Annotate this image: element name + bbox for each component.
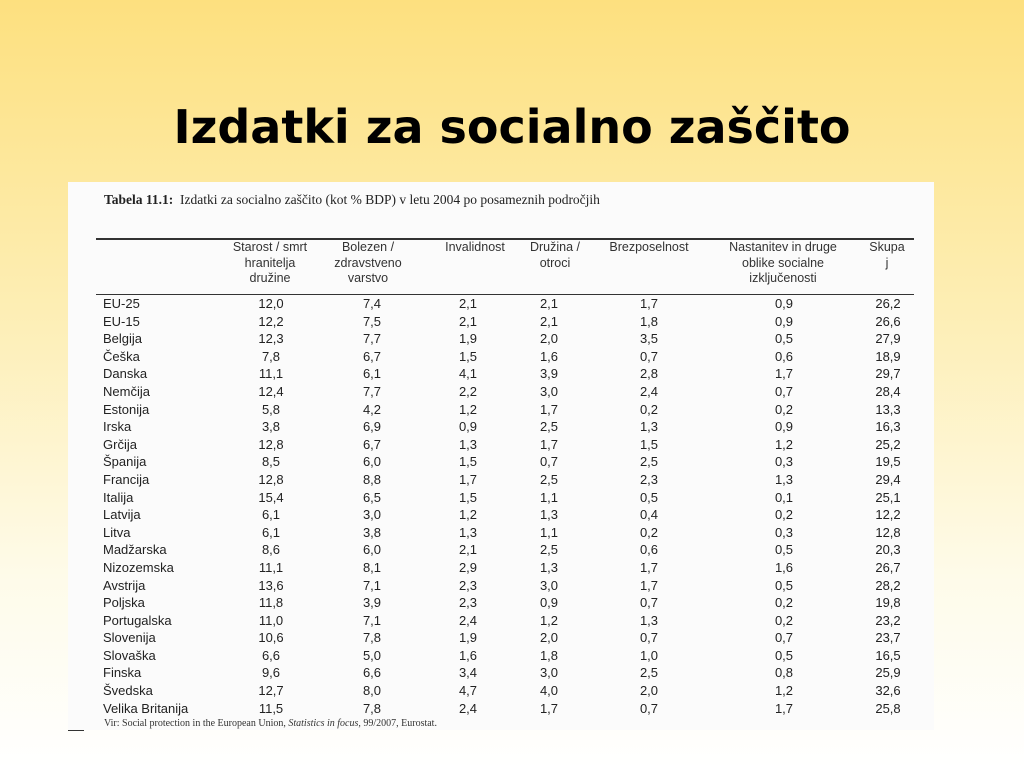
row-value: 29,7 [875,366,901,382]
row-value: 26,6 [875,313,901,329]
row-value: 3,8 [261,419,281,435]
row-value: 2,1 [539,296,559,311]
row-value: 0,1 [774,489,794,505]
row-country: Litva [103,524,131,540]
row-value: 23,7 [875,630,901,646]
table-row [103,489,922,507]
row-value: 10,6 [258,630,284,646]
row-value: 19,8 [875,595,901,611]
row-value: 1,2 [539,612,559,628]
row-value: 3,9 [362,595,382,611]
table-row [103,418,922,436]
row-value: 0,7 [639,348,659,364]
row-value: 5,0 [362,647,382,663]
table-row [103,594,922,612]
row-value: 12,4 [258,383,284,399]
row-value: 2,3 [458,577,478,593]
row-value: 2,0 [639,683,659,699]
row-value: 1,2 [774,436,794,452]
row-value: 25,1 [875,489,901,505]
row-value: 8,0 [362,683,382,699]
row-value: 28,2 [875,577,901,593]
row-value: 2,4 [458,612,478,628]
table-row [103,682,922,700]
row-country: Portugalska [103,612,172,628]
row-value: 6,5 [362,489,382,505]
row-value: 0,7 [639,595,659,611]
row-value: 1,3 [639,419,659,435]
row-value: 0,2 [639,401,659,417]
row-value: 1,9 [458,630,478,646]
row-value: 7,8 [362,700,382,716]
row-value: 0,6 [774,348,794,364]
table-row [103,612,922,630]
row-value: 7,7 [362,331,382,347]
row-value: 1,3 [539,559,559,575]
row-country: Nizozemska [103,559,174,575]
row-value: 0,2 [774,595,794,611]
row-value: 0,6 [639,542,659,558]
row-country: Madžarska [103,542,167,558]
col-header-starost: Starost / smrt hranitelja družine [232,240,308,285]
row-value: 2,8 [639,366,659,382]
row-value: 1,6 [539,348,559,364]
table-row [103,365,922,383]
row-value: 0,2 [774,612,794,628]
row-value: 2,0 [539,331,559,347]
row-value: 2,1 [458,313,478,329]
row-country: EU-25 [103,296,140,311]
row-value: 0,7 [539,454,559,470]
row-country: Grčija [103,436,137,452]
row-country: Švedska [103,683,153,699]
row-country: Slovenija [103,630,156,646]
row-value: 0,9 [774,296,794,311]
row-country: Španija [103,454,147,470]
row-value: 13,6 [258,577,284,593]
col-header-bolezen: Bolezen / zdravstveno varstvo [334,240,402,285]
row-value: 1,2 [458,507,478,523]
row-value: 29,4 [875,471,901,487]
row-value: 6,1 [261,524,281,540]
row-value: 0,2 [639,524,659,540]
row-value: 25,2 [875,436,901,452]
row-value: 1,2 [774,683,794,699]
row-value: 2,0 [539,630,559,646]
slide-mark [68,730,84,731]
row-value: 2,5 [539,471,559,487]
row-value: 16,3 [875,419,901,435]
row-value: 1,3 [639,612,659,628]
table-row [103,559,922,577]
row-value: 3,8 [362,524,382,540]
row-value: 3,0 [539,577,559,593]
row-value: 0,9 [539,595,559,611]
row-value: 1,7 [539,436,559,452]
row-value: 1,7 [774,366,794,382]
row-value: 0,9 [774,419,794,435]
row-value: 2,5 [639,665,659,681]
row-country: Francija [103,471,150,487]
row-value: 3,0 [539,383,559,399]
row-country: Slovaška [103,647,156,663]
row-value: 1,7 [639,559,659,575]
row-value: 1,8 [639,313,659,329]
table-source: Vir: Social protection in the European Union, Statistics in focus, 99/2007, Eurostat. [104,718,437,729]
row-value: 6,9 [362,419,382,435]
table-row [103,383,922,401]
row-value: 11,8 [258,595,284,611]
row-value: 1,7 [639,577,659,593]
row-country: Nemčija [103,383,150,399]
row-value: 1,1 [539,489,559,505]
row-value: 6,6 [261,647,281,663]
data-table [103,295,922,717]
row-value: 6,7 [362,348,382,364]
row-value: 1,1 [539,524,559,540]
row-value: 1,5 [458,348,478,364]
row-value: 8,5 [261,454,281,470]
row-value: 0,4 [639,507,659,523]
col-header-brezposelnost: Brezposelnost [609,240,689,254]
row-value: 9,6 [261,665,281,681]
row-country: Estonija [103,401,150,417]
table-row [103,629,922,647]
row-value: 12,8 [875,524,901,540]
row-value: 8,1 [362,559,382,575]
row-value: 11,1 [258,559,284,575]
row-value: 1,5 [458,454,478,470]
row-value: 6,0 [362,542,382,558]
row-country: Irska [103,419,132,435]
row-value: 2,1 [539,313,559,329]
table-image [68,182,934,730]
row-value: 12,2 [875,507,901,523]
row-value: 5,8 [261,401,281,417]
row-value: 2,5 [639,454,659,470]
table-row [103,506,922,524]
slide-title: Izdatki za socialno zaščito [173,100,851,154]
row-value: 27,9 [875,331,901,347]
row-value: 1,7 [458,471,478,487]
row-value: 1,6 [774,559,794,575]
caption-text: Izdatki za socialno zaščito (kot % BDP) v letu 2004 po posameznih področjih [180,192,600,207]
row-country: Poljska [103,595,145,611]
col-header-skupaj: Skupa j [869,240,905,270]
table-row [103,577,922,595]
table-row [103,295,922,313]
table-row [103,401,922,419]
row-value: 2,4 [639,383,659,399]
row-value: 0,7 [639,630,659,646]
row-value: 3,4 [458,665,478,681]
row-value: 2,5 [539,419,559,435]
row-value: 8,8 [362,471,382,487]
row-value: 1,7 [774,700,794,716]
row-value: 1,7 [539,401,559,417]
table-row [103,647,922,665]
row-value: 6,1 [261,507,281,523]
row-value: 2,1 [458,542,478,558]
row-value: 2,9 [458,559,478,575]
row-value: 6,7 [362,436,382,452]
table-row [103,664,922,682]
row-value: 7,1 [362,577,382,593]
row-value: 12,8 [258,471,284,487]
row-country: Danska [103,366,148,382]
row-value: 1,5 [639,436,659,452]
row-value: 1,3 [458,524,478,540]
row-value: 1,7 [639,296,659,311]
row-value: 4,7 [458,683,478,699]
row-value: 4,0 [539,683,559,699]
table-row [103,541,922,559]
row-value: 0,5 [774,542,794,558]
row-value: 28,4 [875,383,901,399]
row-country: Latvija [103,507,141,523]
row-value: 0,8 [774,665,794,681]
row-value: 16,5 [875,647,901,663]
caption-label: Tabela 11.1: [104,192,174,207]
row-value: 2,3 [458,595,478,611]
row-country: Avstrija [103,577,146,593]
row-value: 6,6 [362,665,382,681]
row-value: 12,8 [258,436,284,452]
row-value: 1,0 [639,647,659,663]
row-value: 0,5 [639,489,659,505]
row-country: Velika Britanija [103,700,189,716]
row-value: 2,4 [458,700,478,716]
row-value: 1,8 [539,647,559,663]
row-value: 12,2 [258,313,284,329]
row-value: 26,2 [875,296,901,311]
row-value: 0,2 [774,507,794,523]
row-value: 25,8 [875,700,901,716]
row-value: 7,4 [362,296,382,311]
row-value: 1,3 [774,471,794,487]
row-value: 32,6 [875,683,901,699]
row-value: 12,3 [258,331,284,347]
row-value: 12,0 [258,296,284,311]
row-value: 3,0 [539,665,559,681]
row-value: 6,0 [362,454,382,470]
row-value: 18,9 [875,348,901,364]
table-row [103,453,922,471]
table-row [103,436,922,454]
row-value: 13,3 [875,401,901,417]
row-value: 25,9 [875,665,901,681]
col-header-druzina: Družina / otroci [529,240,581,270]
row-value: 26,7 [875,559,901,575]
table-row [103,313,922,331]
row-country: Češka [103,348,140,364]
row-value: 7,5 [362,313,382,329]
row-value: 11,1 [258,366,284,382]
row-value: 7,8 [261,348,281,364]
col-header-invalidnost: Invalidnost [445,240,505,254]
row-value: 0,7 [774,383,794,399]
row-value: 11,0 [258,612,284,628]
row-value: 23,2 [875,612,901,628]
row-value: 3,5 [639,331,659,347]
row-country: Italija [103,489,134,505]
table-row [103,524,922,542]
row-country: EU-15 [103,313,140,329]
row-value: 1,9 [458,331,478,347]
row-value: 7,1 [362,612,382,628]
row-value: 1,2 [458,401,478,417]
row-value: 20,3 [875,542,901,558]
row-value: 0,3 [774,454,794,470]
row-value: 2,3 [639,471,659,487]
row-country: Finska [103,665,142,681]
row-value: 1,5 [458,489,478,505]
row-value: 0,5 [774,331,794,347]
row-value: 3,0 [362,507,382,523]
row-value: 0,2 [774,401,794,417]
row-value: 11,5 [258,700,284,716]
row-value: 0,5 [774,577,794,593]
row-value: 2,5 [539,542,559,558]
table-caption [104,192,600,208]
row-value: 12,7 [258,683,284,699]
row-value: 6,1 [362,366,382,382]
row-value: 0,9 [774,313,794,329]
row-value: 0,5 [774,647,794,663]
col-header-nastanitev: Nastanitev in druge oblike socialne izključenosti [729,240,837,285]
row-value: 0,7 [639,700,659,716]
row-value: 4,2 [362,401,382,417]
row-value: 19,5 [875,454,901,470]
row-value: 0,9 [458,419,478,435]
row-value: 0,7 [774,630,794,646]
row-value: 1,3 [539,507,559,523]
table-row [103,471,922,489]
row-value: 7,7 [362,383,382,399]
row-value: 2,2 [458,383,478,399]
row-value: 4,1 [458,366,478,382]
table-row [103,330,922,348]
row-value: 0,3 [774,524,794,540]
row-value: 15,4 [258,489,284,505]
row-value: 1,7 [539,700,559,716]
table-row [103,348,922,366]
row-value: 1,6 [458,647,478,663]
table-row [103,700,922,718]
row-value: 2,1 [458,296,478,311]
row-value: 3,9 [539,366,559,382]
row-value: 8,6 [261,542,281,558]
row-country: Belgija [103,331,143,347]
row-value: 1,3 [458,436,478,452]
row-value: 7,8 [362,630,382,646]
